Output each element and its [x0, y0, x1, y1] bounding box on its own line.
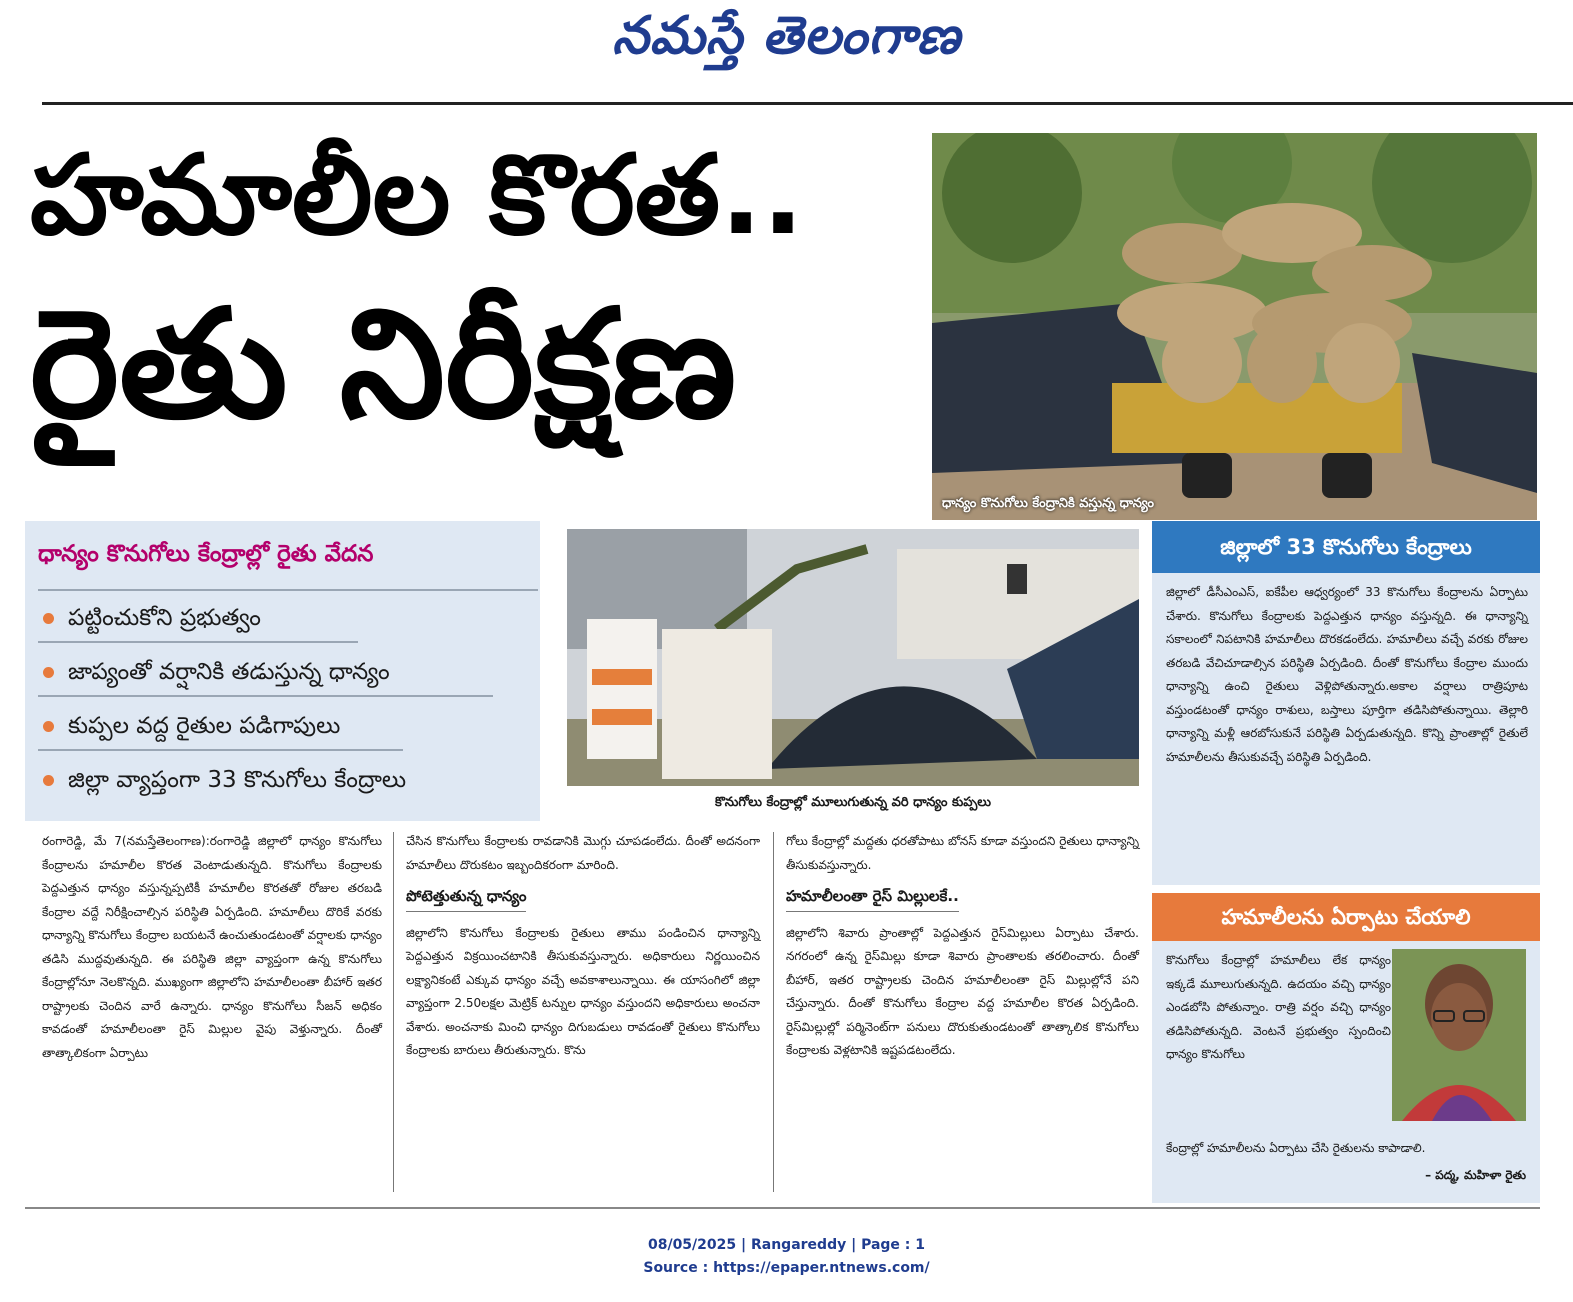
column-divider [773, 832, 774, 1192]
article-column-3 [786, 830, 1139, 1063]
bullet-icon [43, 775, 54, 786]
highlights-title: ధాన్యం కొనుగోలు కేంద్రాల్లో రైతు వేదన [38, 541, 374, 567]
column-divider [393, 832, 394, 1192]
article-column-2-para-1: చేసిన కొనుగోలు కేంద్రాలకు రావడానికి మొగ్గు చూపడంలేదు. దీంతో అదనంగా హమాలీలు దొరుకటం ఇబ్బందికరంగా మారింది. [406, 834, 760, 872]
masthead-logo: నమస్తే తెలంగాణ [612, 6, 961, 66]
highlights-box [25, 521, 540, 821]
article-column-3-para-2: జిల్లాలోని శివారు ప్రాంతాల్లో పెద్దఎత్తున రైస్‌మిల్లులు ఏర్పాటు చేశారు. నగరంలో ఉన్న రైస్‌మిల్లు కూడా శివారు ప్రాంతాలకు తరలించారు. దీంతో బీహార్‌, ఇతర రాష్ట్రాలకు చెందిన హమాలీలంతా రైస్‌ మిల్లుల్లోనే పని చేస్తున్నారు. దీంతో కొనుగోలు కేంద్రాల వద్ద హమాలీల కొరత ఏర్పడింది. రైస్‌మిల్లుల్లో పర్మినెంట్‌గా పనులు దొరుకుతుండటంతో తాత్కాలిక కొనుగోలు కేంద్రాలకు వెళ్లటానికి ఇష్టపడటంలేదు. [786, 925, 1139, 1057]
highlight-item: జిల్లా వ్యాప్తంగా 33 కొనుగోలు కేంద్రాలు [43, 767, 406, 799]
farmer-quote-body: కొనుగోలు కేంద్రాల్లో హమాలీలు లేక ధాన్యం ఇక్కడే మూలుగుతున్నది. ఉదయం వచ్చి ధాన్యం ఎండబోసి పోతున్నాం. రాత్రి వర్షం వచ్చి ధాన్యం తడిసిపోతున్నది. వెంటనే ప్రభుత్వం స్పందించి ధాన్యం కొనుగోలు [1166, 953, 1391, 1061]
footer-source-link[interactable]: Source : https://epaper.ntnews.com/ [643, 1260, 930, 1276]
farmer-portrait [1392, 949, 1526, 1121]
farmer-quote-box [1152, 893, 1540, 1203]
photo1-caption: ధాన్యం కొనుగోలు కేంద్రానికి వస్తున్న ధాన్యం [942, 496, 1155, 511]
highlights-divider [38, 695, 493, 697]
farmer-quote-title: హమాలీలను ఏర్పాటు చేయాలి [1152, 893, 1540, 941]
footer-divider [25, 1207, 1540, 1209]
photo-tractor-grain-bags [932, 133, 1537, 520]
article-column-2-para-2: జిల్లాలోని కొనుగోలు కేంద్రాలకు రైతులు తాము పండించిన ధాన్యాన్ని పెద్దఎత్తున విక్రయించటానికి తీసుకువస్తున్నారు. అధికారులు నిర్ణయించిన లక్ష్యానికంటే ఎక్కువ ధాన్యం వచ్చే అవకాశాలున్నాయి. ఈ యాసంగిలో జిల్లా వ్యాప్తంగా 2.50లక్షల మెట్రిక్‌ టన్నుల ధాన్యం వస్తుందని అధికారులు అంచనా వేశారు. అంచనాకు మించి ధాన్యం దిగుబడులు రావడంతో రైతులు కొనుగోలు కేంద్రాలకు బారులు తీరుతున్నారు. కొను [406, 925, 760, 1057]
farmer-quote-signature: – పద్మ, మహిళా రైతు [1425, 1168, 1526, 1182]
district-centres-box [1152, 521, 1540, 885]
highlight-item: పట్టించుకోని ప్రభుత్వం [43, 605, 261, 637]
photo-grain-heaps [567, 529, 1139, 786]
farmer-quote-body-end: కేంద్రాల్లో హమాలీలను ఏర్పాటు చేసి రైతులను కాపాడాలి. [1166, 1141, 1426, 1155]
photo2-caption: కొనుగోలు కేంద్రాల్లో మూలుగుతున్న వరి ధాన్యం కుప్పలు [715, 795, 991, 810]
highlights-divider [38, 749, 403, 751]
district-centres-body: జిల్లాలో డీసీఎంఎస్‌, ఐకేపీల ఆధ్వర్యంలో 33 కొనుగోలు కేంద్రాలను ఏర్పాటు చేశారు. కొనుగోలు కేంద్రాలకు పెద్దఎత్తున ధాన్యం వస్తున్నది. ఈ ధాన్యాన్ని సకాలంలో నిపటానికి హమాలీలు దొరకడంలేదు. హమాలీలు వచ్చే వరకు రోజుల తరబడి వేచిచూడాల్సిన పరిస్థితి ఏర్పడింది. దీంతో కొనుగోలు కేంద్రాల ముందు ధాన్యాన్ని ఉంచి రైతులు వెళ్లిపోతున్నారు.అకాల వర్షాలు రాత్రిపూట వస్తుండటంతో ధాన్యం రాశులు, బస్తాలు పూర్తిగా తడిసిపోతున్నాయి. తెల్లారి ధాన్యాన్ని మళ్లీ ఆరబోసుకునే పరిస్థితి ఏర్పడుతున్నది. కొన్ని ప్రాంతాల్లో రైతులే హమాలీలను తీసుకువచ్చే పరిస్థితి ఏర్పడింది. [1166, 585, 1528, 764]
highlights-divider [38, 589, 538, 591]
masthead-divider [42, 102, 1573, 105]
footer-edition-info: 08/05/2025 | Rangareddy | Page : 1 [647, 1237, 926, 1253]
highlight-item: కుప్పల వద్ద రైతుల పడిగాపులు [43, 713, 340, 745]
article-column-2 [406, 830, 760, 1063]
bullet-icon [43, 721, 54, 732]
highlight-item: జాప్యంతో వర్షానికి తడుస్తున్న ధాన్యం [43, 659, 390, 691]
article-column-3-para-1: గోలు కేంద్రాల్లో మద్దతు ధరతోపాటు బోనస్‌ కూడా వస్తుందని రైతులు ధాన్యాన్ని తీసుకువస్తున్నారు. [786, 834, 1139, 872]
subheading-rice-mills: హమాలీలంతా రైస్‌ మిల్లులకే.. [786, 885, 959, 912]
district-centres-title: జిల్లాలో 33 కొనుగోలు కేంద్రాలు [1152, 521, 1540, 573]
bullet-icon [43, 667, 54, 678]
headline-line-1: హమాలీల కొరత.. [30, 131, 804, 259]
subheading-grain-influx: పోటెత్తుతున్న ధాన్యం [406, 885, 526, 912]
bullet-icon [43, 613, 54, 624]
headline-line-2: రైతు నిరీక్షణ [30, 278, 737, 452]
article-column-1: రంగారెడ్డి, మే 7(నమస్తేతెలంగాణ):రంగారెడ్డి జిల్లాలో ధాన్యం కొనుగోలు కేంద్రాలను హమాలీల కొరత వెంటాడుతున్నది. కొనుగోలు కేంద్రాలకు పెద్దఎత్తున ధాన్యం వస్తున్నప్పటికీ హమాలీల కొరతతో రోజుల తరబడి కేంద్రాల వద్దే నిరీక్షించాల్సిన పరిస్థితి ఏర్పడింది. హమాలీలు దొరికే వరకు ధాన్యాన్ని కొనుగోలు కేంద్రాల బయటనే ఉంచుతుండటంతో వర్షాలకు ధాన్యం తడిసి ముద్దవుతున్నది. ఈ పరిస్థితి జిల్లా వ్యాప్తంగా ఉన్న కొనుగోలు కేంద్రాల్లోనూ నెలకొన్నది. ముఖ్యంగా జిల్లాలోని హమాలీలంతా బీహార్‌ ఇతర రాష్ట్రాలకు చెందిన వారే ఉన్నారు. ధాన్యం కొనుగోలు సీజన్‌ అధికం కావడంతో హమాలీలంతా రైస్‌ మిల్లుల వైపు వెళ్తున్నారు. దీంతో తాత్కాలికంగా ఏర్పాటు [42, 834, 382, 1060]
highlights-divider [38, 641, 358, 643]
